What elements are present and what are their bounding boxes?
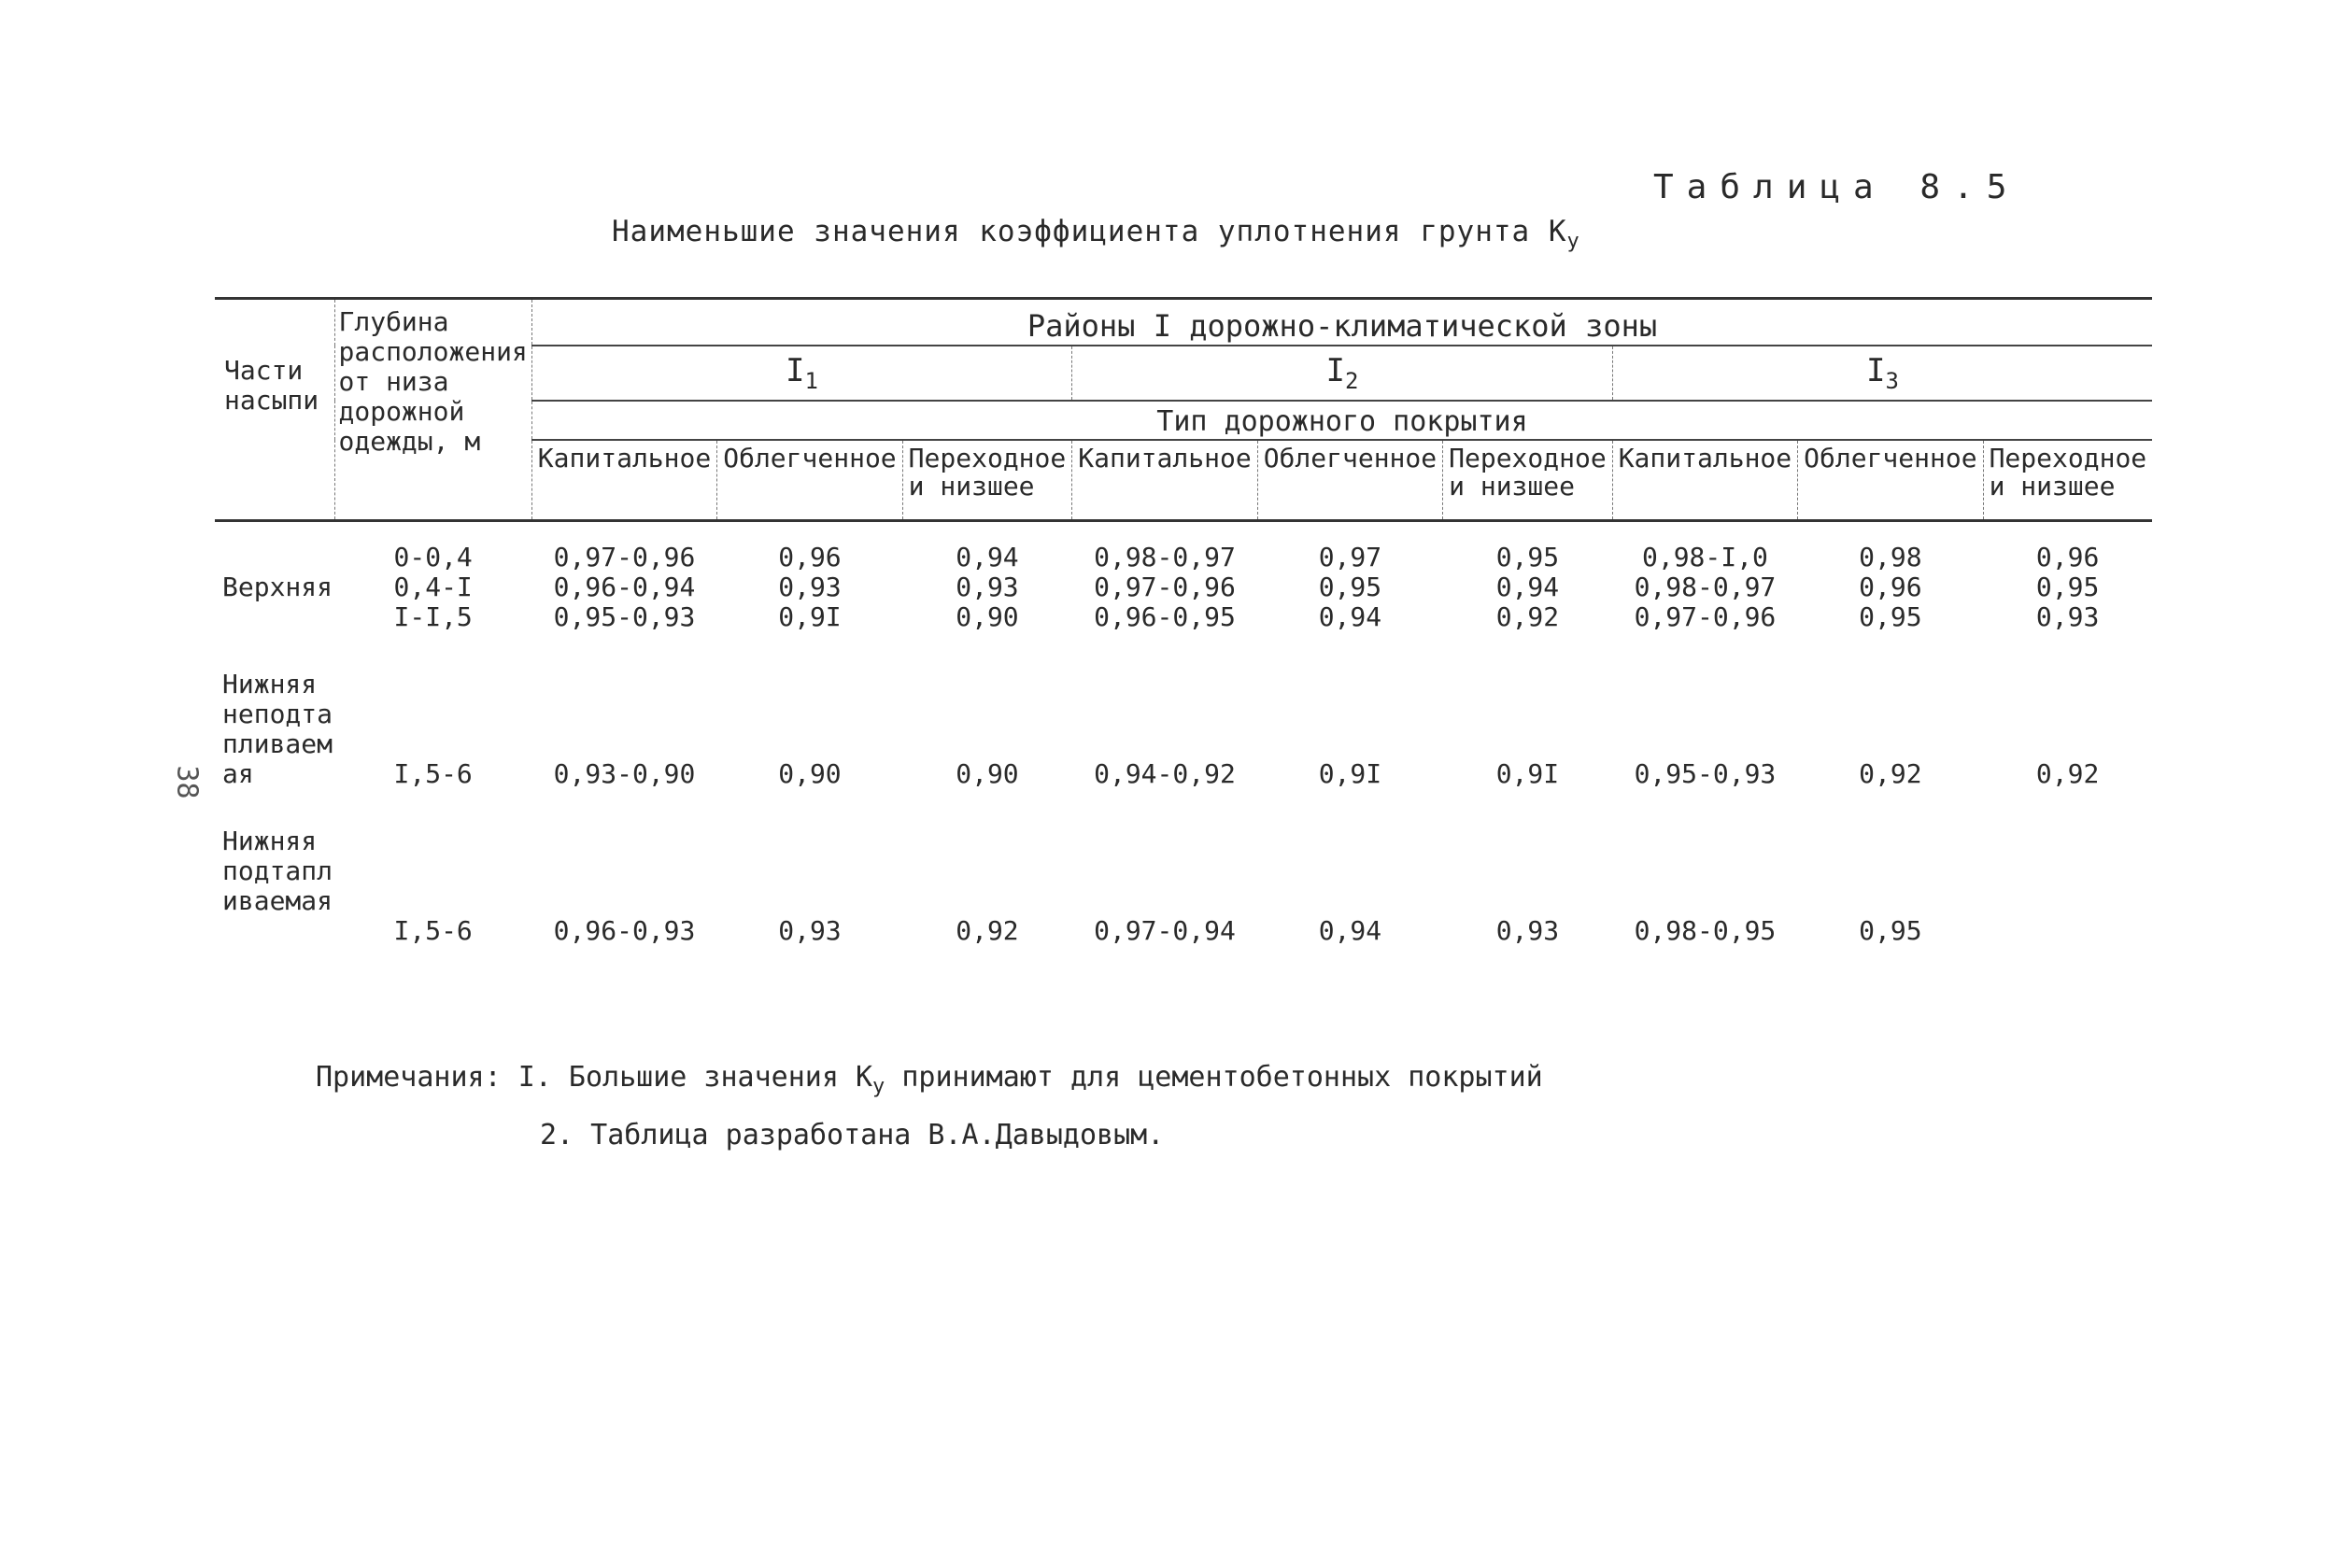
table-row <box>215 520 2152 632</box>
value-cell: 0,94 <box>1318 914 1382 946</box>
value-cell: 0,96 0,95 0,93 <box>2035 541 2100 632</box>
value-cell: 0,98-I,0 0,98-0,97 0,97-0,96 <box>1634 541 1777 632</box>
header-light-1: Облегченное <box>717 440 902 521</box>
value-cell: 0,9I <box>1318 757 1382 789</box>
value-cell: 0,95 0,94 0,92 <box>1495 541 1560 632</box>
value-cell: 0,92 <box>956 914 1019 946</box>
page-number: 38 <box>170 765 204 799</box>
depth-cell: I,5-6 <box>393 914 473 946</box>
table-row <box>215 789 2152 946</box>
header-transitional-3: Переходное и низшее <box>1983 440 2152 521</box>
compaction-table <box>215 297 2152 946</box>
header-subzone-1: $I_1$ <box>531 346 1071 401</box>
value-cell: 0,93 <box>778 914 842 946</box>
value-cell <box>1983 789 2152 946</box>
value-cell: 0,90 <box>778 757 842 789</box>
value-cell: 0,92 <box>2035 757 2100 789</box>
value-cell: 0,95 <box>1859 914 1922 946</box>
value-cell: 0,98-0,97 0,97-0,96 0,96-0,95 <box>1094 541 1236 632</box>
value-cell: 0,98 0,96 0,95 <box>1859 541 1922 632</box>
value-cell: 0,97-0,96 0,96-0,94 0,95-0,93 <box>553 541 696 632</box>
depth-cell: 0-0,4 0,4-I I-I,5 <box>393 541 473 632</box>
header-depth: Глубина расположения от низа дорожной одежды, м <box>334 299 531 521</box>
value-cell: 0,95-0,93 <box>1634 757 1777 789</box>
value-cell: 0,97 0,95 0,94 <box>1318 541 1382 632</box>
value-cell: 0,94 0,93 0,90 <box>956 541 1019 632</box>
header-transitional-2: Переходное и низшее <box>1443 440 1613 521</box>
depth-cell: I,5-6 <box>393 757 473 789</box>
note-2: 2. Таблица разработана В.А.Давыдовым. <box>540 1119 1165 1151</box>
note-1: Примечания: I. Большие значения $K_у$ принимают для цементобетонных покрытий <box>316 1061 1543 1098</box>
header-layer: Части насыпи <box>215 299 334 521</box>
table-label: Таблица 8.5 <box>1653 168 2020 206</box>
value-cell: 0,96-0,93 <box>553 914 696 946</box>
header-transitional-1: Переходное и низшее <box>902 440 1072 521</box>
header-subzone-2: $I_2$ <box>1072 346 1612 401</box>
header-region: Районы I дорожно-климатической зоны <box>531 299 2152 346</box>
value-cell: 0,90 <box>956 757 1019 789</box>
layer-name: Верхняя <box>222 571 333 602</box>
layer-name: Нижняя неподтапливаемая <box>222 668 333 789</box>
layer-name: Нижняя подтапливаемая <box>222 825 333 916</box>
value-cell: 0,97-0,94 <box>1094 914 1236 946</box>
value-cell: 0,98-0,95 <box>1634 914 1777 946</box>
header-capital-1: Капитальное <box>531 440 716 521</box>
table-title: Наименьшие значения коэффициента уплотнения грунта $K_у$ <box>612 215 1580 254</box>
header-light-3: Облегченное <box>1798 440 1983 521</box>
value-cell: 0,93-0,90 <box>553 757 696 789</box>
header-capital-3: Капитальное <box>1612 440 1797 521</box>
notes <box>316 1053 1543 1160</box>
header-subzone-3: $I_3$ <box>1612 346 2152 401</box>
table-row <box>215 632 2152 789</box>
value-cell: 0,94-0,92 <box>1094 757 1236 789</box>
value-cell: 0,9I <box>1495 757 1560 789</box>
value-cell: 0,92 <box>1859 757 1922 789</box>
header-light-2: Облегченное <box>1257 440 1442 521</box>
header-pavement-type: Тип дорожного покрытия <box>531 401 2152 440</box>
header-capital-2: Капитальное <box>1072 440 1257 521</box>
value-cell: 0,93 <box>1495 914 1560 946</box>
value-cell: 0,96 0,93 0,9I <box>778 541 842 632</box>
